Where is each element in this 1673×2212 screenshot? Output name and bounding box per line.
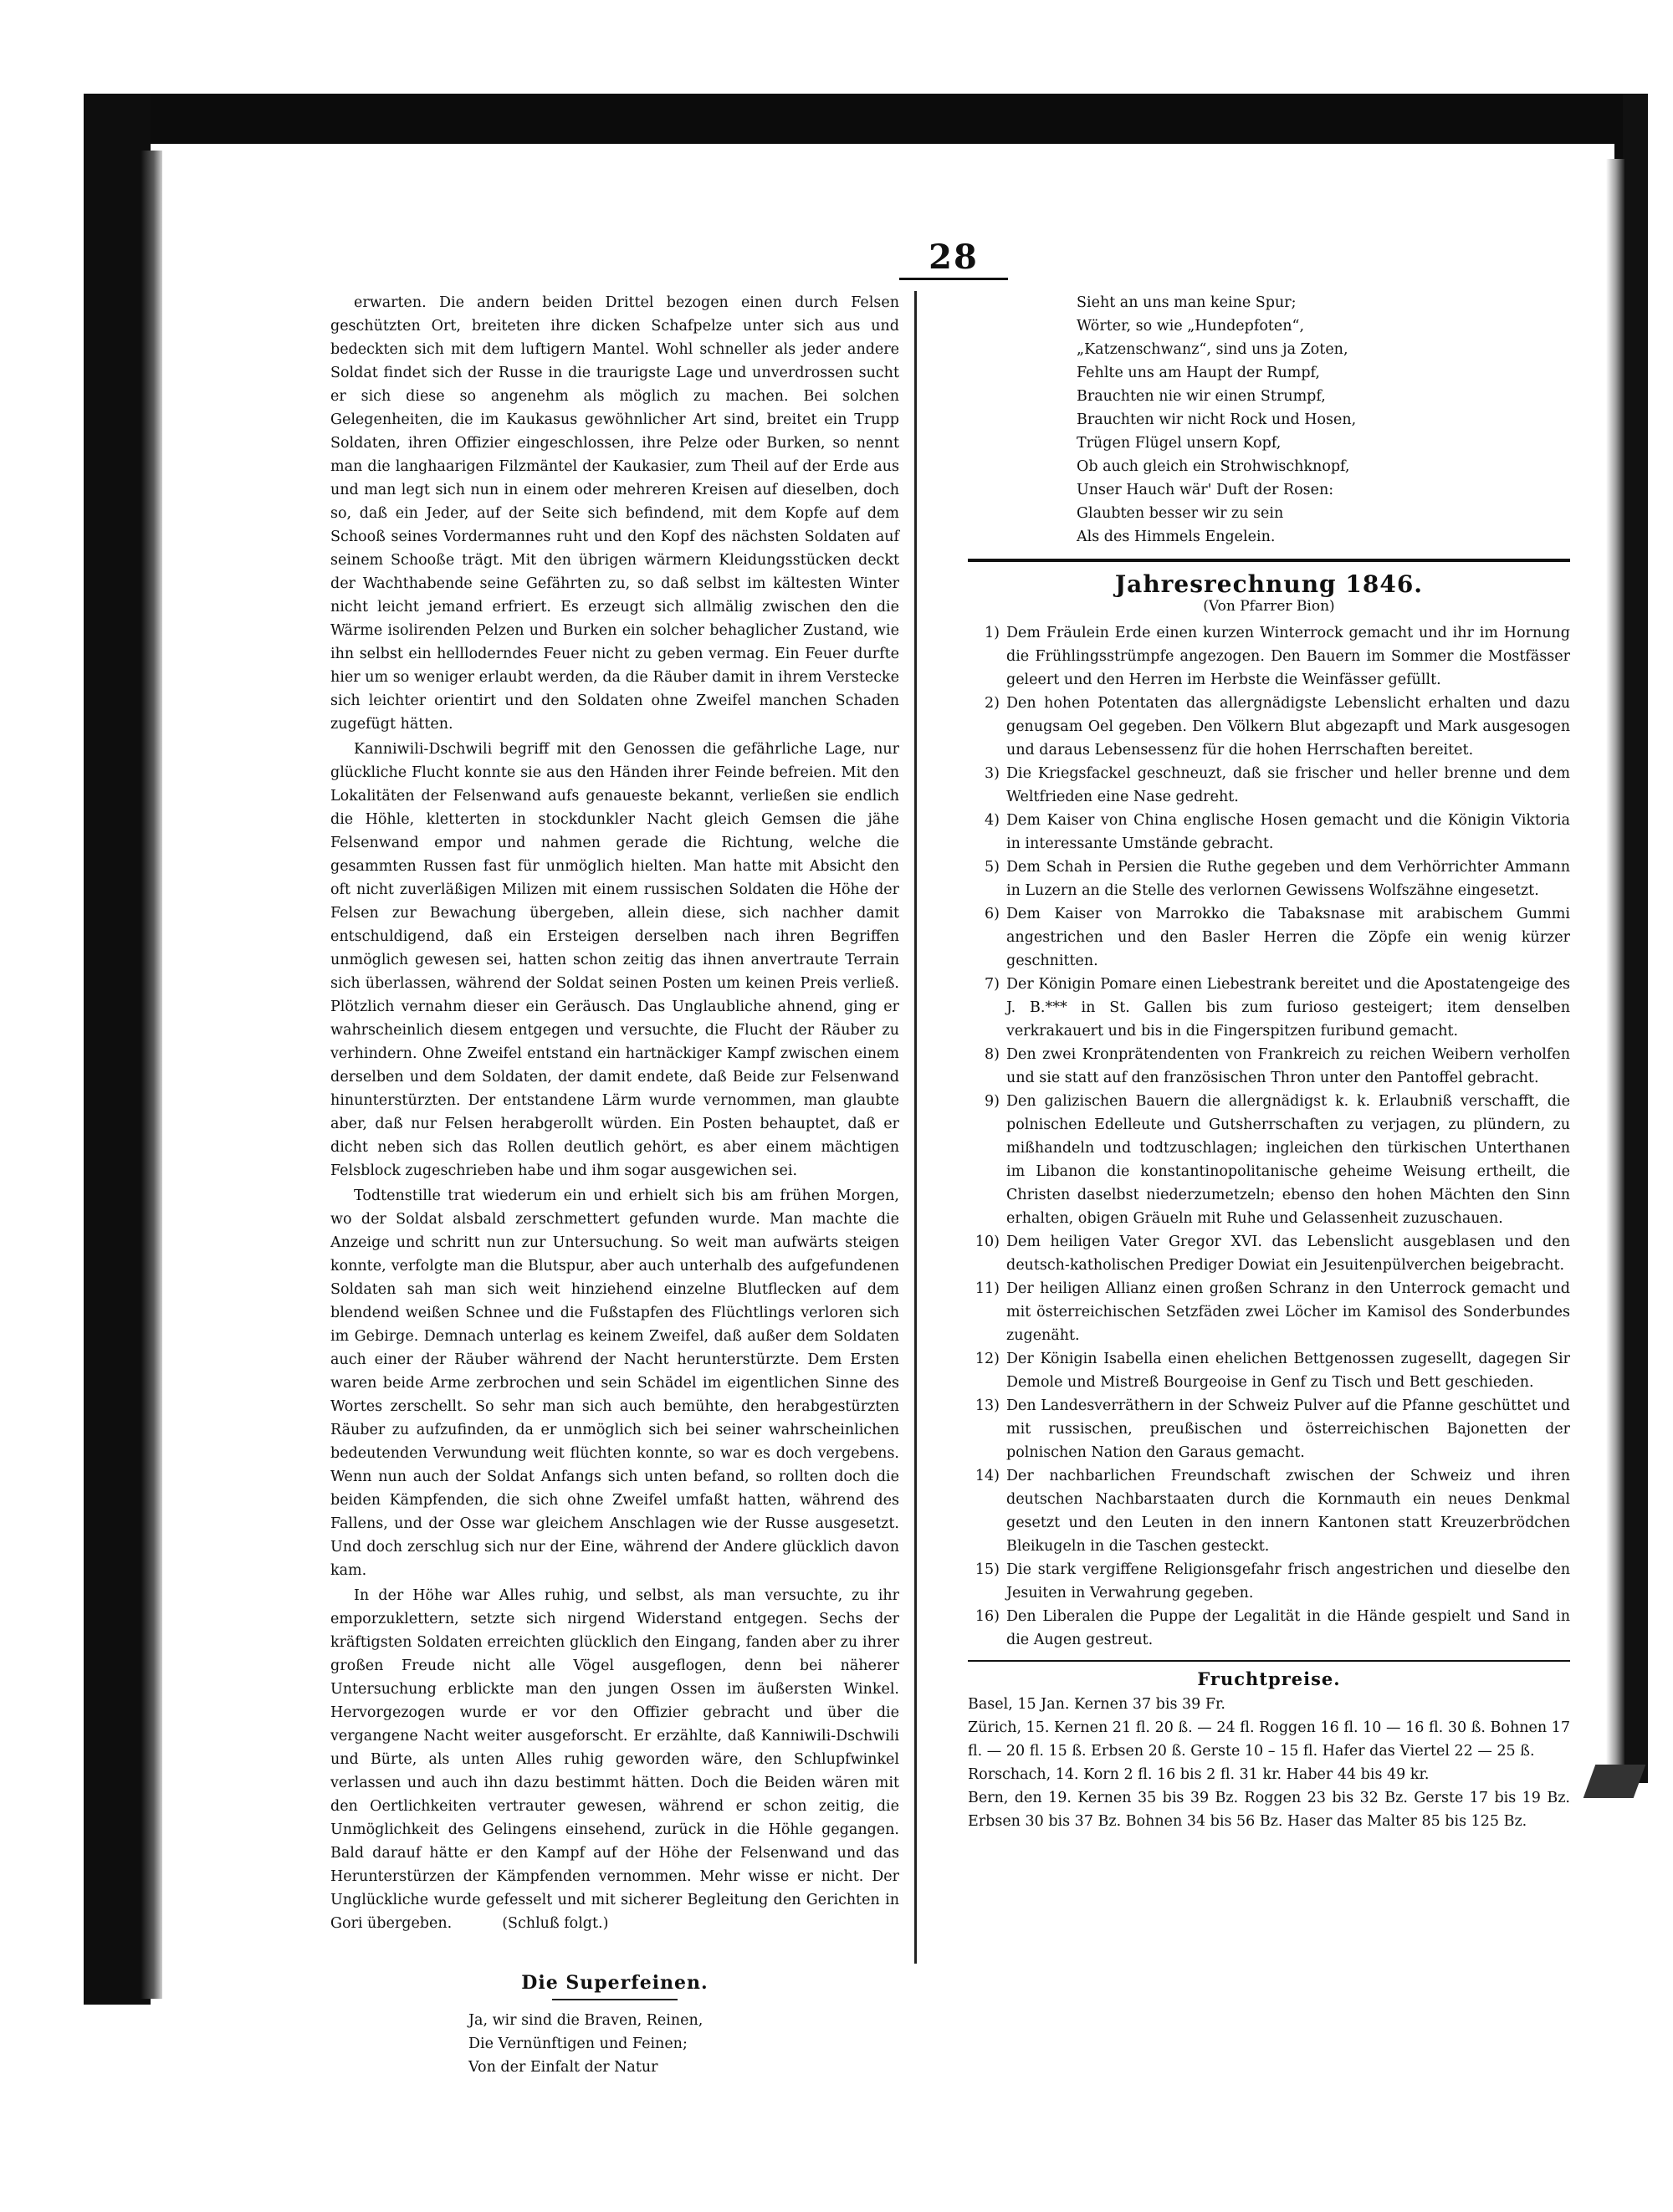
poem-line: Trügen Flügel unsern Kopf,: [1077, 435, 1282, 452]
entry-number: 11): [975, 1280, 1000, 1297]
entry-list: [968, 621, 1570, 1652]
entry-number: 1): [985, 625, 1000, 641]
entry-number: 5): [985, 859, 1000, 876]
list-item: [968, 856, 1570, 902]
page-number-underline: [899, 278, 1008, 280]
entry-text: Dem Schah in Persien die Ruthe gegeben und dem Verhörrichter Ammann in Luzern an die Stelle des verlornen Gewissens Wolfszähne eingesetzt.: [1006, 859, 1570, 899]
entry-text: Die Kriegsfackel geschneuzt, daß sie frischer und heller brenne und dem Weltfrieden eine Nase gedreht.: [1006, 765, 1570, 805]
list-item: [968, 809, 1570, 856]
entry-text: Dem Fräulein Erde einen kurzen Winterrock gemacht und ihr im Hornung die Frühlingsstrümpfe angezogen. Den Bauern im Sommer die Mostfässer geleert und den Herren im Herbste die Weinfässer gefüllt.: [1006, 625, 1570, 688]
story-paragraph: erwarten. Die andern beiden Drittel bezogen einen durch Felsen geschützten Ort, breiteten ihre dicken Schafpelze unter sich aus und bedeckten sich mit dem luftigern Mantel. Wohl schneller als jeder andere Soldat findet sich der Russe in die traurigste Lage und unverdrossen sucht er sich diese so angenehm als möglich zu machen. Bei solchen Gelegenheiten, die im Kaukasus gewöhnlicher Art sind, breitet ein Trupp Soldaten, ihren Offizier eingeschlossen, ihre Pelze oder Burken, so nennt man die langhaarigen Filzmäntel der Kaukasier, zum Theil auf der Erde aus und man legt sich nun in einem oder mehreren Kreisen auf dieselben, doch so, daß ein Jeder, auf der Seite sich befindend, mit dem Kopfe auf dem Schooß seines Vordermannes ruht und den Kopf des nächsten Soldaten auf seinem Schooße trägt. Mit den übrigen wärmern Kleidungsstücken deckt der Wachthabende seine Gefährten zu, so daß selbst im kältesten Winter nicht leicht jemand erfriert. Es erzeugt sich allmälig zwischen den die Wärme isolirenden Pelzen und Burken ein solcher behaglicher Zustand, wie ihn selbst ein hellloderndes Feuer nicht zu geben vermag. Ein Feuer durfte hier um so weniger erlaubt werden, da die Räuber damit in ihrem Verstecke sich leichter orientirt und den Soldaten ohne Zweifel manchen Schaden zugefügt hätten.: [330, 294, 899, 733]
price-entry: Basel, 15 Jan. Kernen 37 bis 39 Fr.: [968, 1696, 1225, 1713]
story-paragraph: Todtenstille trat wiederum ein und erhielt sich bis am frühen Morgen, wo der Soldat alsbald zerschmettert gefunden wurde. Man machte die Anzeige und schritt nun zur Untersuchung. So weit man aufwärts steigen konnte, verfolgte man die Blutspur, aber auch unterhalb des aufgefundenen Soldaten sah man sich weit hinziehend einzelne Blutflecken auf dem blendend weißen Schnee und die Fußstapfen des Flüchtlings verloren sich im Gebirge. Demnach unterlag es keinem Zweifel, daß außer dem Soldaten auch einer der Räuber während der Nacht herunterstürzte. Dem Ersten waren beide Arme zerbrochen und sein Schädel im eigentlichen Sinne des Wortes zerschellt. So sehr man sich auch bemühte, den herabgestürzten Räuber zu aufzufinden, da er unmöglich sich bei seiner wahrscheinlichen bedeutenden Verwundung weit flüchten konnte, so war es doch vergebens. Wenn nun auch der Soldat Anfangs sich unten befand, so rollten doch die beiden Kämpfenden, die sich ohne Zweifel umfaßt hatten, während des Fallens, und der Osse war gleichem Anschlagen wie der Russe ausgesetzt. Und doch zerschlug sich nur der Eine, während der Andere glücklich davon kam.: [330, 1188, 899, 1579]
entry-text: Dem heiligen Vater Gregor XVI. das Lebenslicht ausgeblasen und den deutsch-katholischen Prediger Dowiat ein Jesuitenpülverchen beigebracht.: [1006, 1234, 1570, 1274]
entry-text: Den Landesverräthern in der Schweiz Pulver auf die Pfanne geschüttet und mit russischen, preußischen und österreichischen Bajonetten der polnischen Nation den Garaus gemacht.: [1006, 1397, 1570, 1461]
list-item: [968, 621, 1570, 692]
right-column: [968, 291, 1570, 1833]
scan-border-left-edge: [141, 151, 162, 1999]
list-item: [968, 1464, 1570, 1558]
entry-number: 15): [975, 1561, 1000, 1578]
list-item: [968, 1558, 1570, 1605]
entry-text: Dem Kaiser von China englische Hosen gemacht und die Königin Viktoria in interessante Umstände gebracht.: [1006, 812, 1570, 852]
list-item: [968, 1347, 1570, 1394]
entry-number: 14): [975, 1468, 1000, 1484]
left-column: [330, 291, 899, 2079]
poem-line: Sieht an uns man keine Spur;: [1077, 294, 1297, 311]
poem-line: Als des Himmels Engelein.: [1077, 529, 1276, 545]
list-item: [968, 1394, 1570, 1464]
entry-number: 4): [985, 812, 1000, 829]
entry-number: 2): [985, 695, 1000, 712]
article-heading: Jahresrechnung 1846.: [1114, 570, 1424, 598]
scan-border-top-gap: [151, 144, 1614, 169]
list-item: [968, 692, 1570, 762]
section-rule: [968, 1660, 1570, 1662]
poem-line: Brauchten nie wir einen Strumpf,: [1077, 388, 1326, 405]
price-entry: Rorschach, 14. Korn 2 fl. 16 bis 2 fl. 31 kr. Haber 44 bis 49 kr.: [968, 1766, 1430, 1783]
poem-line: Fehlte uns am Haupt der Rumpf,: [1077, 365, 1320, 381]
poem-line: Die Vernünftigen und Feinen;: [468, 2036, 688, 2052]
entry-number: 10): [975, 1234, 1000, 1250]
entry-number: 6): [985, 906, 1000, 922]
poem-line: Ja, wir sind die Braven, Reinen,: [468, 2012, 703, 2029]
poem-line: Von der Einfalt der Natur: [468, 2059, 658, 2076]
poem-title-rule: [552, 1999, 678, 2000]
list-item: [968, 1090, 1570, 1230]
entry-text: Den hohen Potentaten das allergnädigste Lebenslicht erhalten und dazu genugsam Oel gegeben. Den Völkern Blut abgezapft und Mark ausgesogen und daraus Lebensessenz für die hohen Herrschaften bereitet.: [1006, 695, 1570, 759]
poem-title: Die Superfeinen.: [521, 1972, 709, 1994]
list-item: [968, 1605, 1570, 1652]
story-paragraph-text: In der Höhe war Alles ruhig, und selbst, als man versuchte, zu ihr emporzuklettern, setzte sich nirgend Widerstand entgegen. Sechs der kräftigsten Soldaten erreichten glücklich den Eingang, fanden aber zu ihrer großen Freude nicht alle Vögel ausgeflogen, denn bei näherer Untersuchung erblickte man den jungen Ossen im äußersten Winkel. Hervorgezogen wurde er vor den Offizier gebracht und über die vergangene Nacht weiter ausgeforscht. Er erzählte, daß Kanniwili-Dschwili und Bürte, als unten Alles ruhig geworden wäre, den Schlupfwinkel verlassen und auch ihn dazu bestimmt hätten. Doch die Beiden wären mit den Oertlichkeiten vertrauter gewesen, während er schon zeitig, die Unmöglichkeit des Gelingens einsehend, zurück in die Höhle gegangen. Bald darauf hätte er den Kampf auf der Höhe der Felsenwand und das Herunterstürzen der Kämpfenden vernommen. Mehr wisse er nicht. Der Unglückliche wurde gefesselt und mit sicherer Begleitung den Gerichten in Gori übergeben.: [330, 1587, 899, 1932]
price-entry: Bern, den 19. Kernen 35 bis 39 Bz. Roggen 23 bis 32 Bz. Gerste 17 bis 19 Bz. Erbsen 30 bis 37 Bz. Bohnen 34 bis 56 Bz. Haser das Malter 85 bis 125 Bz.: [968, 1790, 1570, 1830]
entry-number: 9): [985, 1093, 1000, 1110]
section-rule: [968, 559, 1570, 562]
list-item: [968, 973, 1570, 1043]
entry-text: Der heiligen Allianz einen großen Schranz in den Unterrock gemacht und mit österreichischen Setzfäden zwei Löcher im Kamisol des Sonderbundes zugenäht.: [1006, 1280, 1570, 1344]
entry-text: Dem Kaiser von Marrokko die Tabaksnase mit arabischem Gummi angestrichen und den Basler Herren die Zöpfe ein wenig kürzer geschnitten.: [1006, 906, 1570, 969]
newspaper-page: [163, 167, 1602, 2076]
entry-text: Den Liberalen die Puppe der Legalität in die Hände gespielt und Sand in die Augen gestreut.: [1006, 1608, 1570, 1648]
list-item: [968, 762, 1570, 809]
poem-line: Glaubten besser wir zu sein: [1077, 505, 1284, 522]
column-divider: [914, 291, 917, 1964]
entry-number: 13): [975, 1397, 1000, 1414]
entry-number: 16): [975, 1608, 1000, 1625]
poem-continuation: [968, 291, 1570, 549]
list-item: [968, 1277, 1570, 1347]
entry-text: Der Königin Isabella einen ehelichen Bettgenossen zugesellt, dagegen Sir Demole und Mistreß Bourgeoise in Genf zu Tisch und Bett geschieden.: [1006, 1351, 1570, 1391]
story-paragraph: Kanniwili-Dschwili begriff mit den Genossen die gefährliche Lage, nur glückliche Flucht konnte sie aus den Händen ihrer Feinde befreien. Mit den Lokalitäten der Felsenwand aufs genaueste bekannt, verließen sie endlich die Höhle, kletterten in stockdunkler Nacht gleich Gemsen die jähe Felsenwand empor und nahmen gerade die Richtung, welche die gesammten Russen fast für unmöglich hielten. Man hatte mit Absicht den oft nicht zuverläßigen Milizen mit einem russischen Soldaten die Höhe der Felsen zur Bewachung übergeben, allein diese, sich nachher damit entschuldigend, daß ein Ersteigen derselben nach ihren Begriffen unmöglich gewesen sei, hatten schon zeitig das ihnen anvertraute Terrain sich überlassen, während der Soldat seinen Posten um keinen Preis verließ. Plötzlich vernahm dieser ein Geräusch. Das Unglaubliche ahnend, ging er wahrscheinlich diesem entgegen und versuchte, die Flucht der Räuber zu verhindern. Ohne Zweifel entstand ein hartnäckiger Kampf zwischen einem derselben und dem Soldaten, der damit endete, daß Beide zur Felsenwand hinunterstürzten. Der entstandene Lärm wurde vernommen, man glaubte aber, daß nur Felsen herabgerollt würden. Ein Posten behauptet, daß er dicht neben sich das Rollen deutlich gehört, es aber einem mächtigen Felsblock zugeschrieben habe und ihm sogar ausgewichen sei.: [330, 741, 899, 1179]
entry-text: Der nachbarlichen Freundschaft zwischen der Schweiz und ihren deutschen Nachbarstaaten durch die Kornmauth ein neues Denkmal gesetzt und den Leuten in den innern Kantonen statt Kreuzerbrödchen Bleikugeln in die Taschen gesteckt.: [1006, 1468, 1570, 1555]
poem-line: Ob auch gleich ein Strohwischknopf,: [1077, 458, 1350, 475]
entry-number: 8): [985, 1046, 1000, 1063]
entry-text: Die stark vergiffene Religionsgefahr frisch angestrichen und dieselbe den Jesuiten in Verwahrung gegeben.: [1006, 1561, 1570, 1602]
continuation-note: (Schluß folgt.): [502, 1915, 609, 1932]
poem-line: Brauchten wir nicht Rock und Hosen,: [1077, 411, 1357, 428]
poem-line: Unser Hauch wär' Duft der Rosen:: [1077, 482, 1334, 498]
entry-number: 3): [985, 765, 1000, 782]
price-entry: Zürich, 15. Kernen 21 fl. 20 ß. — 24 fl. Roggen 16 fl. 10 — 16 fl. 30 ß. Bohnen 17 fl. — 20 fl. 15 ß. Erbsen 20 ß. Gerste 10 – 15 fl. Hafer das Viertel 22 — 25 ß.: [968, 1719, 1570, 1760]
scan-border-right: [1623, 94, 1648, 1783]
scan-border-right-edge: [1606, 159, 1624, 1781]
list-item: [968, 1230, 1570, 1277]
entry-text: Der Königin Pomare einen Liebestrank bereitet und die Apostatengeige des J. B.*** in St. Gallen bis zum furioso gesteigert; item denselben verkrakauert und bis in die Fingerspitzen furibund gemacht.: [1006, 976, 1570, 1040]
entry-number: 7): [985, 976, 1000, 993]
entry-text: Den galizischen Bauern die allergnädigst k. k. Erlaubniß verschafft, die polnischen Edelleute und Gutsherrschaften zu verjagen, zu plündern, zu mißhandeln und todtzuschlagen; ingleichen den türkischen Unterthanen im Libanon die konstantinopolitanische geheime Weisung ertheilt, die Christen daselbst niederzumetzeln; ebenso den hohen Mächten den Sinn erhalten, obigen Gräueln mit Ruhe und Gelassenheit zuzuschauen.: [1006, 1093, 1570, 1227]
poem-line: „Katzenschwanz“, sind uns ja Zoten,: [1077, 341, 1348, 358]
prices-heading: Fruchtpreise.: [1197, 1668, 1341, 1689]
article-byline: (Von Pfarrer Bion): [1203, 598, 1335, 615]
entry-text: Den zwei Kronprätendenten von Frankreich zu reichen Weibern verholfen und sie statt auf den französischen Thron unter den Pantoffel gebracht.: [1006, 1046, 1570, 1086]
poem-line: Wörter, so wie „Hundepfoten“,: [1077, 318, 1305, 335]
entry-number: 12): [975, 1351, 1000, 1367]
page-number: 28: [929, 238, 979, 277]
story-paragraph: [330, 1584, 899, 1935]
list-item: [968, 902, 1570, 973]
list-item: [968, 1043, 1570, 1090]
